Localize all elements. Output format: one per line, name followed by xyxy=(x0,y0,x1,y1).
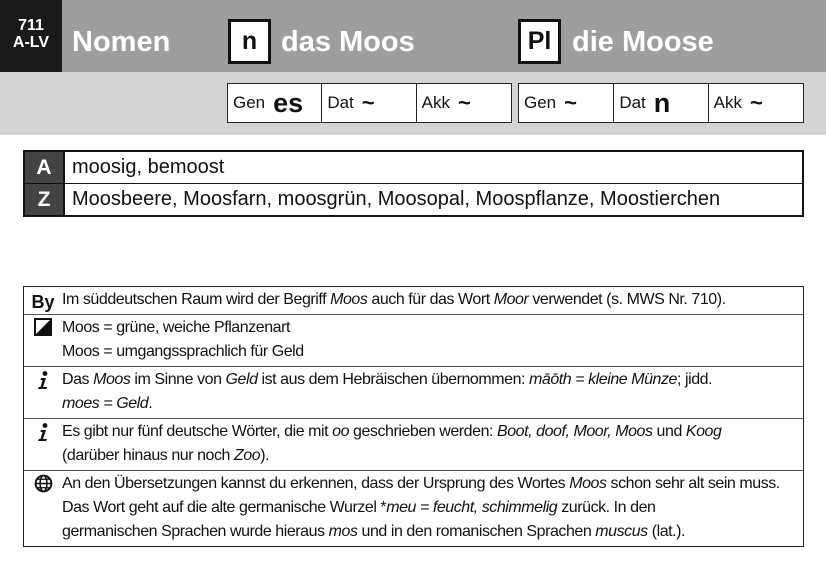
meanings-icon-cell xyxy=(24,315,62,366)
meaning-line-2: Moos = umgangssprachlich für Geld xyxy=(62,343,304,360)
case-label: Dat xyxy=(619,93,646,112)
regional-usage-row xyxy=(24,287,803,314)
italic-term: Geld xyxy=(225,371,258,388)
half-filled-square-icon xyxy=(34,318,52,336)
text-part: verwendet (s. MWS Nr. 710). xyxy=(528,291,726,308)
text-part: germanischen Sprachen wurde hieraus xyxy=(62,523,329,540)
italic-term: Moos xyxy=(569,475,607,492)
case-akk-singular xyxy=(417,84,511,122)
adjectives-key: A xyxy=(25,152,65,183)
entry-id-box xyxy=(0,0,62,72)
adjectives-text: moosig, bemoost xyxy=(72,156,225,178)
text-part: und in den romanischen Sprachen xyxy=(357,523,596,540)
text-part: An den Übersetzungen kannst du erkennen, dass der Ursprung des Wortes xyxy=(62,475,570,492)
case-ending: ~ xyxy=(361,90,375,115)
text-part: Das Wort geht auf die alte germanische Wurzel * xyxy=(62,499,387,516)
text-line xyxy=(62,368,712,392)
text-line xyxy=(62,444,721,468)
case-gen-singular xyxy=(228,84,322,122)
italic-term: meu = feucht, schimmelig xyxy=(386,499,558,516)
globe-icon xyxy=(34,474,53,493)
globe-icon-cell xyxy=(24,471,62,546)
text-line xyxy=(62,392,712,416)
singular-gender-box: n xyxy=(228,19,271,64)
plural-case-table xyxy=(518,83,804,123)
text-line xyxy=(62,520,780,544)
info-icon-cell xyxy=(24,367,62,418)
case-label: Akk xyxy=(421,93,450,112)
case-label: Gen xyxy=(524,93,557,112)
entry-code: A-LV xyxy=(12,34,50,51)
text-part: (darüber hinaus nur noch xyxy=(62,447,234,464)
italic-term: Moor xyxy=(493,291,529,308)
info-table xyxy=(23,286,804,547)
singular-case-table xyxy=(227,83,512,123)
italic-term: moes = Geld xyxy=(62,395,149,412)
text-part: Das xyxy=(62,371,94,388)
italic-term: oo xyxy=(332,423,350,440)
text-part: schon sehr alt sein muss. xyxy=(606,475,780,492)
case-label: Dat xyxy=(327,93,354,112)
text-part: ist aus dem Hebräischen übernommen: xyxy=(257,371,530,388)
regional-usage-text xyxy=(62,287,730,314)
entry-number: 711 xyxy=(18,17,44,34)
etymology-hebrew-text xyxy=(62,367,716,418)
text-line xyxy=(62,288,726,312)
double-o-words-row xyxy=(24,418,803,470)
italic-term: Boot, doof, Moor, Moos xyxy=(497,423,653,440)
meanings-row xyxy=(24,314,803,366)
text-part: und xyxy=(652,423,686,440)
case-ending: es xyxy=(273,88,304,118)
meaning-line-1: Moos = grüne, weiche Pflanzenart xyxy=(62,319,290,336)
case-akk-plural xyxy=(709,84,803,122)
text-part: ; jidd. xyxy=(677,371,713,388)
word-class: Nomen xyxy=(72,26,171,58)
italic-term: Moos xyxy=(330,291,368,308)
case-label: Akk xyxy=(713,93,743,112)
compounds-key: Z xyxy=(25,184,65,215)
translations-text xyxy=(62,471,784,546)
by-label: By xyxy=(31,292,55,312)
case-ending: n xyxy=(653,88,671,118)
meanings-text xyxy=(62,315,308,366)
text-part: zurück. In den xyxy=(557,499,656,516)
case-dat-plural xyxy=(614,84,708,122)
compounds-text: Moosbeere, Moosfarn, moosgrün, Moosopal, Moospflanze, Moostierchen xyxy=(72,188,721,210)
text-part: ). xyxy=(260,447,270,464)
case-ending: ~ xyxy=(458,90,471,115)
case-gen-plural xyxy=(519,84,614,122)
text-part: (lat.). xyxy=(647,523,686,540)
by-key xyxy=(24,287,62,314)
etymology-hebrew-row xyxy=(24,366,803,418)
text-part: geschrieben werden: xyxy=(349,423,498,440)
italic-term: Zoo xyxy=(233,447,261,464)
text-part: Es gibt nur fünf deutsche Wörter, die mit xyxy=(62,423,333,440)
case-ending: ~ xyxy=(564,90,577,115)
text-part: . xyxy=(148,395,153,412)
text-part: auch für das Wort xyxy=(367,291,494,308)
info-italic-i-icon xyxy=(35,370,51,390)
text-part: Im süddeutschen Raum wird der Begriff xyxy=(62,291,331,308)
info-icon-cell xyxy=(24,419,62,470)
text-line xyxy=(62,420,721,444)
text-line xyxy=(62,496,780,520)
derivations-table xyxy=(23,150,804,217)
info-italic-i-icon xyxy=(35,422,51,442)
singular-form: das Moos xyxy=(281,26,415,58)
italic-term: mos xyxy=(328,523,358,540)
compounds-row xyxy=(25,183,802,215)
double-o-words-text xyxy=(62,419,725,470)
plural-form: die Moose xyxy=(572,26,714,58)
case-ending: ~ xyxy=(750,90,763,115)
adjectives-row xyxy=(25,152,802,183)
italic-term: Koog xyxy=(685,423,722,440)
text-part: im Sinne von xyxy=(130,371,226,388)
italic-term: Moos xyxy=(93,371,131,388)
translations-row xyxy=(24,470,803,546)
case-label: Gen xyxy=(233,93,266,112)
plural-gender-box: Pl xyxy=(518,19,561,64)
text-line xyxy=(62,472,780,496)
case-dat-singular xyxy=(322,84,416,122)
italic-term: muscus xyxy=(595,523,648,540)
italic-term: māōth = kleine Münze xyxy=(529,371,678,388)
